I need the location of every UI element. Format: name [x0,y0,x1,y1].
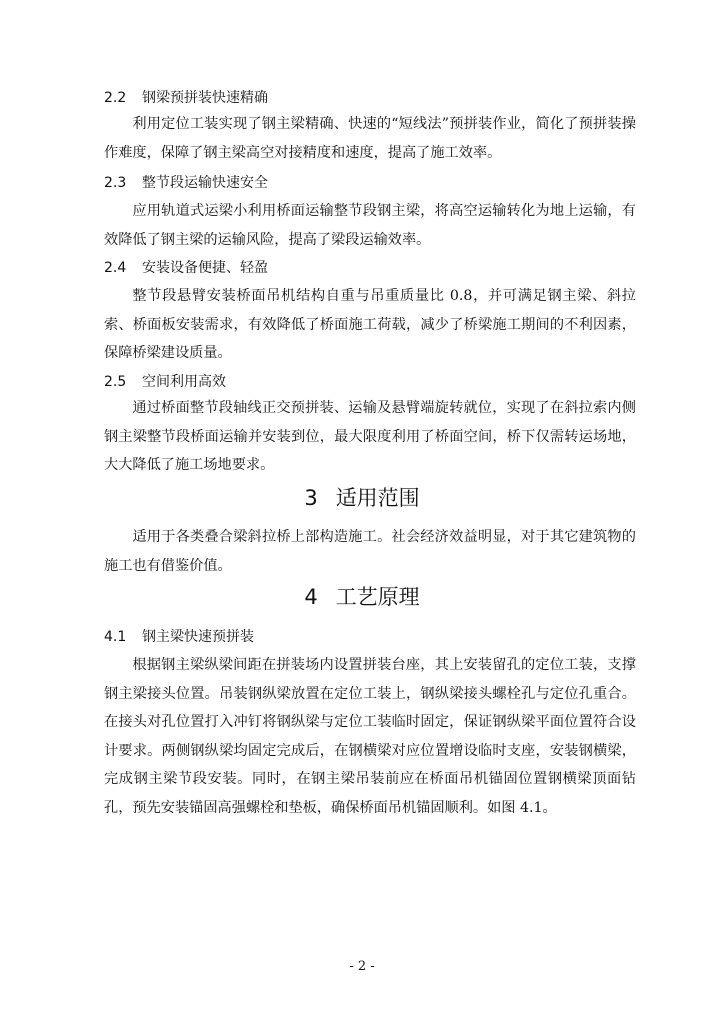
section-number: 4.1 [104,629,127,645]
section-title: 安装设备便捷、轻盈 [142,260,268,276]
section-number: 2.3 [104,175,127,191]
section-title: 空间利用高效 [142,374,226,390]
chapter-heading-3 [0,484,724,512]
section-heading-2-4 [104,258,268,278]
paragraph-chapter-3: 适用于各类叠合梁斜拉桥上部构造施工。社会经济效益明显，对于其它建筑物的施工也有借鉴价值。 [104,529,636,574]
paragraph-2-3: 应用轨道式运梁小利用桥面运输整节段钢主梁，将高空运输转化为地上运输，有效降低了钢主梁的运输风险，提高了梁段运输效率。 [104,203,636,248]
paragraph-2-5: 通过桥面整节段轴线正交预拼装、运输及悬臂端旋转就位，实现了在斜拉索内侧钢主梁整节段桥面运输并安装到位，最大限度利用了桥面空间，桥下仅需转运场地，大大降低了施工场地要求。 [104,400,636,474]
chapter-title: 工艺原理 [335,585,420,609]
chapter-number: 3 [304,486,318,510]
paragraph-2-2: 利用定位工装实现了钢主梁精确、快速的“短线法”预拼装作业，简化了预拼装操作难度，保障了钢主梁高空对接精度和速度，提高了施工效率。 [104,116,636,161]
section-title: 钢主梁快速预拼装 [142,629,254,645]
chapter-title: 适用范围 [335,486,420,510]
paragraph-2-4: 整节段悬臂安装桥面吊机结构自重与吊重质量比 0.8，并可满足钢主梁、斜拉索、桥面板安装需求，有效降低了桥面施工荷载，减少了桥梁施工期间的不利因素，保障桥梁建设质量。 [104,288,636,362]
section-heading-2-3 [104,173,268,193]
section-heading-2-2 [104,88,268,108]
page-number: - 2 - [349,959,375,974]
section-title: 钢梁预拼装快速精确 [142,90,268,106]
section-title: 整节段运输快速安全 [142,175,268,191]
chapter-number: 4 [304,585,318,609]
chapter-heading-4 [0,583,724,611]
section-number: 2.5 [104,374,127,390]
section-heading-2-5 [104,372,226,392]
section-heading-4-1 [104,627,254,647]
paragraph-4-1: 根据钢主梁纵梁间距在拼装场内设置拼装台座，其上安装留孔的定位工装，支撑钢主梁接头位置。吊装钢纵梁放置在定位工装上，钢纵梁接头螺栓孔与定位孔重合。在接头对孔位置打入冲钉将钢纵梁与定位工装临时固定，保证钢纵梁平面位置符合设计要求。两侧钢纵梁均固定完成后，在钢横梁对应位置增设临时支座，安装钢横梁，完成钢主梁节段安装。同时，在钢主梁吊装前应在桥面吊机锚固位置钢横梁顶面钻孔，预先安装锚固高强螺栓和垫板，确保桥面吊机锚固顺利。如图 4.1。 [104,657,636,816]
section-number: 2.4 [104,260,127,276]
section-number: 2.2 [104,90,127,106]
